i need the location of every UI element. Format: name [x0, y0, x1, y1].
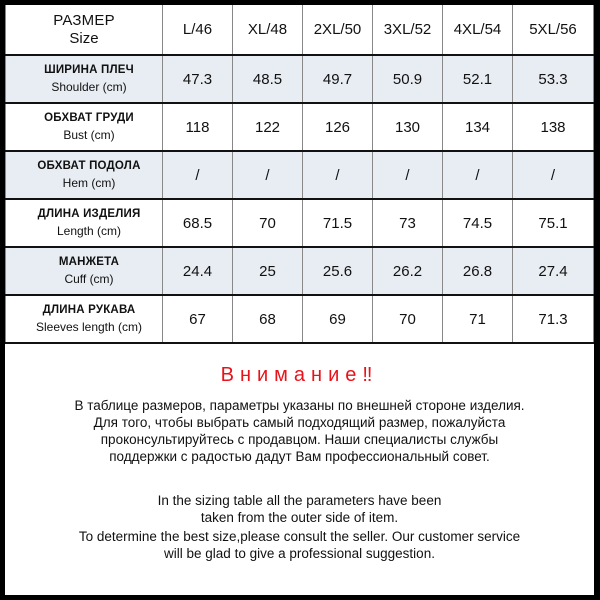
value-cell: 50.9: [373, 55, 443, 103]
measurement-row: [6, 55, 594, 103]
value-cell: 69: [303, 295, 373, 343]
value-cell: 24.4: [163, 247, 233, 295]
value-cell: 130: [373, 103, 443, 151]
header-label-en: Size: [69, 30, 99, 47]
size-header: 2XL/50: [303, 5, 373, 55]
header-row: [6, 5, 594, 55]
size-table: [5, 5, 594, 344]
value-cell: /: [443, 151, 513, 199]
header-label: [6, 5, 163, 55]
notice-en-2: [5, 528, 594, 562]
value-cell: 25: [233, 247, 303, 295]
notice-line: taken from the outer side of item.: [200, 510, 399, 525]
row-label-ru: МАНЖЕТА: [58, 256, 120, 268]
size-header: 4XL/54: [443, 5, 513, 55]
row-label-en: Hem (cm): [62, 176, 116, 190]
attention-title: Внимание‼: [220, 364, 379, 386]
size-header: 5XL/56: [513, 5, 594, 55]
row-label-ru: ОБХВАТ ГРУДИ: [44, 112, 134, 124]
value-cell: 47.3: [163, 55, 233, 103]
row-label: [6, 295, 163, 343]
row-label: [6, 151, 163, 199]
size-header: L/46: [163, 5, 233, 55]
row-label: [6, 55, 163, 103]
value-cell: 70: [373, 295, 443, 343]
value-cell: 126: [303, 103, 373, 151]
notice-line: Для того, чтобы выбрать самый подходящий размер, пожалуйста: [93, 415, 506, 430]
notice-line: will be glad to give a professional suggestion.: [164, 546, 435, 561]
size-header: 3XL/52: [373, 5, 443, 55]
measurement-row: [6, 103, 594, 151]
value-cell: 26.2: [373, 247, 443, 295]
row-label-en: Bust (cm): [63, 128, 115, 142]
value-cell: 138: [513, 103, 594, 151]
row-label: [6, 199, 163, 247]
row-label-en: Shoulder (cm): [51, 80, 127, 94]
value-cell: 118: [163, 103, 233, 151]
size-header: XL/48: [233, 5, 303, 55]
value-cell: /: [373, 151, 443, 199]
value-cell: 71: [443, 295, 513, 343]
value-cell: 68: [233, 295, 303, 343]
notice-line: To determine the best size,please consult the seller. Our customer service: [78, 529, 521, 544]
row-label-en: Sleeves length (cm): [35, 320, 143, 334]
notice: [5, 344, 594, 562]
value-cell: /: [513, 151, 594, 199]
measurement-row: [6, 151, 594, 199]
measurement-row: [6, 247, 594, 295]
measurement-row: [6, 199, 594, 247]
row-label-en: Length (cm): [56, 224, 122, 238]
value-cell: 27.4: [513, 247, 594, 295]
row-label-ru: ДЛИНА ИЗДЕЛИЯ: [37, 208, 141, 220]
size-chart: [5, 5, 594, 595]
value-cell: 75.1: [513, 199, 594, 247]
header-label-ru: РАЗМЕР: [53, 12, 115, 29]
value-cell: 74.5: [443, 199, 513, 247]
row-label-ru: ДЛИНА РУКАВА: [42, 304, 136, 316]
notice-line: В таблице размеров, параметры указаны по внешней стороне изделия.: [74, 398, 525, 413]
value-cell: 71.5: [303, 199, 373, 247]
row-label: [6, 247, 163, 295]
value-cell: 67: [163, 295, 233, 343]
row-label-en: Cuff (cm): [64, 272, 114, 286]
value-cell: /: [303, 151, 373, 199]
notice-line: In the sizing table all the parameters have been: [157, 493, 442, 508]
notice-line: поддержки с радостью дадут Вам профессиональный совет.: [109, 449, 490, 464]
value-cell: 134: [443, 103, 513, 151]
notice-en-1: [5, 492, 594, 526]
value-cell: 70: [233, 199, 303, 247]
row-label-ru: ШИРИНА ПЛЕЧ: [44, 64, 134, 76]
value-cell: 71.3: [513, 295, 594, 343]
value-cell: 52.1: [443, 55, 513, 103]
row-label: [6, 103, 163, 151]
value-cell: 25.6: [303, 247, 373, 295]
value-cell: 73: [373, 199, 443, 247]
value-cell: /: [233, 151, 303, 199]
measurement-row: [6, 295, 594, 343]
row-label-ru: ОБХВАТ ПОДОЛА: [37, 160, 141, 172]
notice-line: проконсультируйтесь с продавцом. Наши специалисты службы: [100, 432, 499, 447]
value-cell: /: [163, 151, 233, 199]
value-cell: 49.7: [303, 55, 373, 103]
notice-ru: [5, 397, 594, 465]
value-cell: 68.5: [163, 199, 233, 247]
value-cell: 48.5: [233, 55, 303, 103]
value-cell: 53.3: [513, 55, 594, 103]
value-cell: 26.8: [443, 247, 513, 295]
value-cell: 122: [233, 103, 303, 151]
